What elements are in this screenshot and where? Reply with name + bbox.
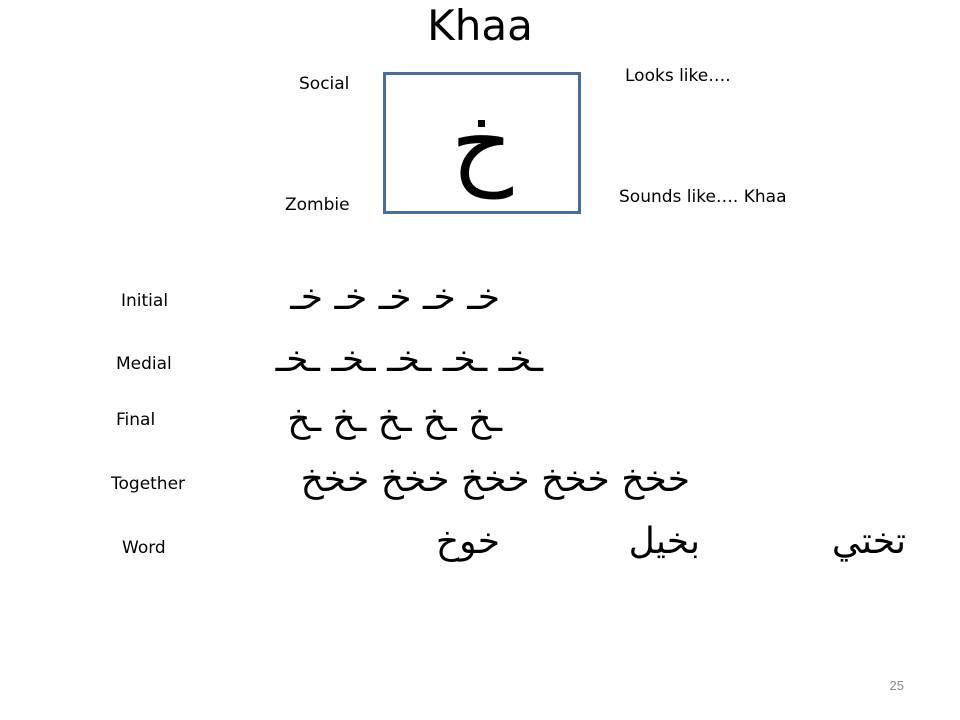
looks-like-label: Looks like…. [625,66,731,86]
page-number: 25 [889,678,904,693]
slide-title: Khaa [427,1,533,50]
sounds-like-label: Sounds like…. Khaa [619,187,787,207]
final-label: Final [116,410,156,430]
together-label: Together [111,474,186,494]
final-forms: ـخ ـخ ـخ ـخ ـخ [287,399,502,440]
letter-card [383,72,581,214]
word-3: خوخ [435,521,500,562]
medial-forms: ـخـ ـخـ ـخـ ـخـ ـخـ [275,339,543,380]
zombie-label: Zombie [285,195,350,215]
word-label: Word [122,538,166,558]
medial-label: Medial [116,354,172,374]
together-forms: خخخ خخخ خخخ خخخ خخخ [300,459,690,500]
word-1: تختي [831,521,906,562]
initial-forms: خـ خـ خـ خـ خـ [290,277,500,318]
initial-label: Initial [121,291,169,311]
letter-glyph: خ [451,87,513,199]
word-2: بخيل [628,521,700,562]
social-label: Social [299,74,350,94]
